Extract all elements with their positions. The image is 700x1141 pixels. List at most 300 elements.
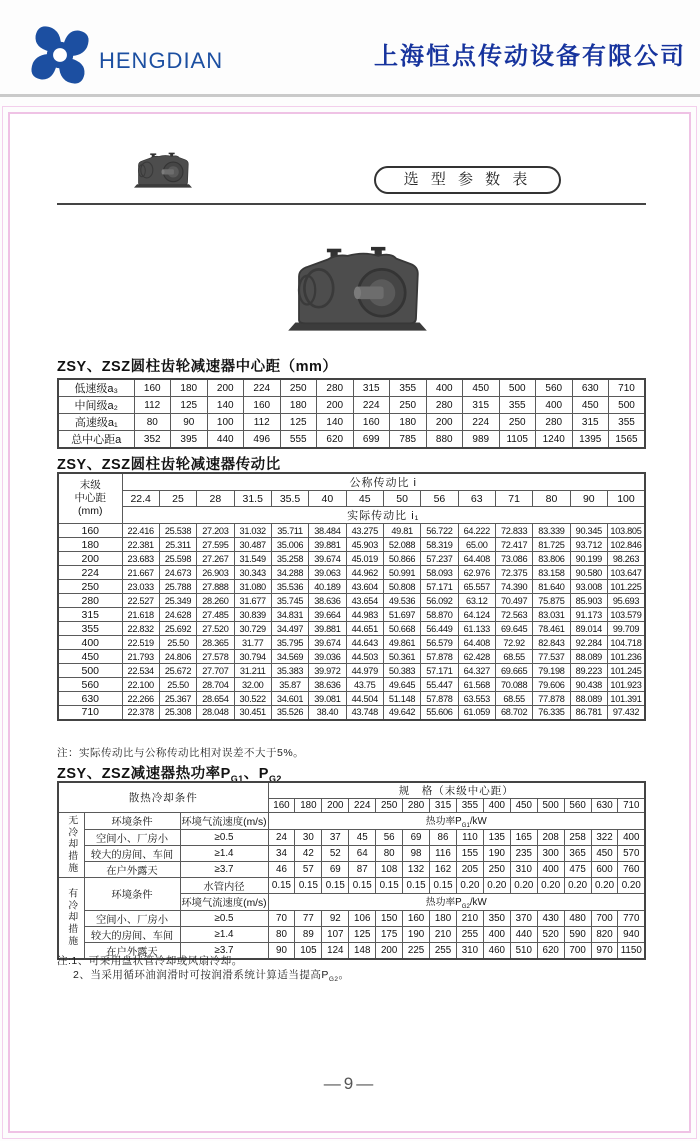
value-cell: 25.538	[159, 524, 196, 538]
value-cell: 68.702	[495, 706, 532, 720]
value-cell: 475	[564, 861, 591, 877]
value-cell: 43.748	[346, 706, 383, 720]
value-cell: 140	[317, 414, 354, 431]
table-row	[58, 552, 645, 566]
table-row	[58, 910, 645, 926]
value-cell: 39.972	[309, 664, 346, 678]
value-cell: 39.664	[309, 608, 346, 622]
hengdian-logo-icon	[26, 22, 94, 88]
value-cell: 31.080	[234, 580, 271, 594]
value-cell: 45	[346, 491, 383, 507]
value-cell: 50.383	[383, 664, 420, 678]
value-cell: 400	[483, 799, 510, 813]
value-cell: 200	[376, 942, 403, 959]
value-cell: 93.008	[570, 580, 607, 594]
value-cell: 315	[430, 799, 457, 813]
table-row	[58, 706, 645, 720]
value-cell: 180	[295, 799, 322, 813]
row-label: 280	[58, 594, 122, 608]
value-cell: 52.088	[383, 538, 420, 552]
value-cell: 22.266	[122, 692, 159, 706]
value-cell: 35.745	[271, 594, 308, 608]
value-cell: 560	[564, 799, 591, 813]
value-cell: 150	[376, 910, 403, 926]
cooling-conditions-header: 散热冷却条件	[58, 782, 268, 813]
table2-title: ZSY、ZSZ圆柱齿轮减速器传动比	[57, 457, 281, 473]
reducer-photo-small	[131, 150, 195, 196]
table-row	[58, 845, 645, 861]
row-label: 180	[58, 538, 122, 552]
row-label: 400	[58, 636, 122, 650]
table-row	[58, 650, 645, 664]
value-cell: 65.557	[458, 580, 495, 594]
value-cell: 68.55	[495, 650, 532, 664]
value-cell: 112	[244, 414, 281, 431]
value-cell: 62.428	[458, 650, 495, 664]
value-cell: 160	[353, 414, 390, 431]
value-cell: 88.089	[570, 650, 607, 664]
value-cell: 64.124	[458, 608, 495, 622]
power-text: 热功率P	[425, 896, 462, 908]
value-cell: 51.697	[383, 608, 420, 622]
value-cell: 56.092	[421, 594, 458, 608]
spec-header: 规 格（末级中心距）	[268, 782, 645, 799]
value-cell: 46	[268, 861, 295, 877]
value-cell: 200	[317, 397, 354, 414]
value-cell: 1150	[618, 942, 645, 959]
value-cell: 65.00	[458, 538, 495, 552]
value-cell: 785	[390, 431, 427, 449]
value-cell: 24.806	[159, 650, 196, 664]
value-cell: 88.089	[570, 692, 607, 706]
nominal-ratio-header: 公称传动比 i	[122, 473, 645, 491]
value-cell: 89.223	[570, 664, 607, 678]
value-cell: 69	[322, 861, 349, 877]
speed-cell: ≥0.5	[180, 829, 268, 845]
value-cell: 124	[322, 942, 349, 959]
row-label: 在户外露天	[84, 942, 180, 959]
value-cell: 45	[349, 829, 376, 845]
value-cell: 37	[322, 829, 349, 845]
value-cell: 22.832	[122, 622, 159, 636]
airflow-label: 环境气流速度(m/s)	[180, 813, 268, 830]
value-cell: 34.288	[271, 566, 308, 580]
value-cell: 72.92	[495, 636, 532, 650]
value-cell: 165	[510, 829, 537, 845]
row-label: 中间级a₂	[58, 397, 134, 414]
value-cell: 0.20	[510, 877, 537, 893]
value-cell: 86	[430, 829, 457, 845]
table2-note: 注：实际传动比与公称传动比相对误差不大于5%。	[57, 747, 305, 759]
value-cell: 77	[295, 910, 322, 926]
value-cell: 49.645	[383, 678, 420, 692]
row-label: 较大的房间、车间	[84, 845, 180, 861]
speed-cell: ≥1.4	[180, 926, 268, 942]
value-cell: 81.640	[533, 580, 570, 594]
value-cell: 44.962	[346, 566, 383, 580]
value-cell: 32.00	[234, 678, 271, 692]
value-cell: 57.878	[421, 650, 458, 664]
row-label: 总中心距a	[58, 431, 134, 449]
value-cell: 28.365	[197, 636, 234, 650]
power-sub: G1	[461, 822, 470, 829]
value-cell: 630	[572, 379, 609, 397]
value-cell: 30.522	[234, 692, 271, 706]
pipe-label: 水管内径	[180, 877, 268, 893]
value-cell: 440	[510, 926, 537, 942]
value-cell: 224	[353, 397, 390, 414]
row-label: 250	[58, 580, 122, 594]
value-cell: 190	[403, 926, 430, 942]
value-cell: 25	[159, 491, 196, 507]
value-cell: 64.327	[458, 664, 495, 678]
speed-cell: ≥0.5	[180, 910, 268, 926]
value-cell: 315	[353, 379, 390, 397]
value-cell: 0.20	[591, 877, 618, 893]
value-cell: 208	[537, 829, 564, 845]
row-label: 224	[58, 566, 122, 580]
value-cell: 770	[618, 910, 645, 926]
value-cell: 62.976	[458, 566, 495, 580]
table-row	[58, 636, 645, 650]
value-cell: 25.311	[159, 538, 196, 552]
value-cell: 68.55	[495, 692, 532, 706]
speed-cell: ≥3.7	[180, 942, 268, 959]
value-cell: 699	[353, 431, 390, 449]
actual-ratio-header: 实际传动比 i₁	[122, 507, 645, 524]
value-cell: 39.063	[309, 566, 346, 580]
value-cell: 56.579	[421, 636, 458, 650]
value-cell: 25.50	[159, 678, 196, 692]
value-cell: 35.5	[271, 491, 308, 507]
value-cell: 91.173	[570, 608, 607, 622]
value-cell: 50	[383, 491, 420, 507]
selection-table-badge: 选 型 参 数 表	[374, 166, 561, 194]
value-cell: 38.484	[309, 524, 346, 538]
value-cell: 510	[510, 942, 537, 959]
value-cell: 22.378	[122, 706, 159, 720]
value-cell: 77.537	[533, 650, 570, 664]
value-cell: 0.20	[537, 877, 564, 893]
value-cell: 112	[134, 397, 171, 414]
row-label: 高速级a₁	[58, 414, 134, 431]
value-cell: 76.335	[533, 706, 570, 720]
value-cell: 61.568	[458, 678, 495, 692]
value-cell: 100	[207, 414, 244, 431]
value-cell: 83.158	[533, 566, 570, 580]
value-cell: 496	[244, 431, 281, 449]
value-cell: 49.536	[383, 594, 420, 608]
value-cell: 480	[564, 910, 591, 926]
table-row	[58, 397, 645, 414]
value-cell: 710	[618, 799, 645, 813]
value-cell: 30.451	[234, 706, 271, 720]
value-cell: 64.408	[458, 636, 495, 650]
table-row	[58, 829, 645, 845]
value-cell: 224	[349, 799, 376, 813]
value-cell: 61.059	[458, 706, 495, 720]
value-cell: 27.888	[197, 580, 234, 594]
value-cell: 225	[403, 942, 430, 959]
power-g1-header	[268, 813, 645, 830]
row-label: 200	[58, 552, 122, 566]
value-cell: 64.408	[458, 552, 495, 566]
value-cell: 30.343	[234, 566, 271, 580]
value-cell: 31.549	[234, 552, 271, 566]
value-cell: 34.601	[271, 692, 308, 706]
ratio-columns-row	[58, 491, 645, 507]
value-cell: 0.20	[456, 877, 483, 893]
value-cell: 99.709	[607, 622, 645, 636]
value-cell: 63.12	[458, 594, 495, 608]
row-label: 450	[58, 650, 122, 664]
value-cell: 69.645	[495, 622, 532, 636]
table-row	[58, 580, 645, 594]
value-cell: 22.519	[122, 636, 159, 650]
transmission-ratio-table	[57, 472, 646, 721]
value-cell: 28.654	[197, 692, 234, 706]
value-cell: 300	[537, 845, 564, 861]
value-cell: 52	[322, 845, 349, 861]
value-cell: 820	[591, 926, 618, 942]
table-row	[58, 692, 645, 706]
value-cell: 355	[609, 414, 646, 431]
title-sub: G1	[230, 773, 244, 784]
table-row	[58, 813, 645, 830]
value-cell: 600	[591, 861, 618, 877]
value-cell: 590	[564, 926, 591, 942]
thermal-power-table	[57, 781, 646, 960]
corner-cell	[58, 473, 122, 524]
value-cell: 940	[618, 926, 645, 942]
value-cell: 70.497	[495, 594, 532, 608]
value-cell: 50.991	[383, 566, 420, 580]
value-cell: 23.683	[122, 552, 159, 566]
page-number: —9—	[323, 1074, 377, 1093]
value-cell: 35.711	[271, 524, 308, 538]
value-cell: 200	[207, 379, 244, 397]
value-cell: 79.606	[533, 678, 570, 692]
value-cell: 49.642	[383, 706, 420, 720]
value-cell: 30.487	[234, 538, 271, 552]
value-cell: 90	[171, 414, 208, 431]
value-cell: 250	[483, 861, 510, 877]
power-text: /kW	[469, 816, 487, 827]
value-cell: 34	[268, 845, 295, 861]
value-cell: 57.878	[421, 692, 458, 706]
value-cell: 63.553	[458, 692, 495, 706]
value-cell: 430	[537, 910, 564, 926]
value-cell: 400	[426, 379, 463, 397]
value-cell: 77.878	[533, 692, 570, 706]
value-cell: 0.15	[376, 877, 403, 893]
value-cell: 72.375	[495, 566, 532, 580]
value-cell: 72.833	[495, 524, 532, 538]
value-cell: 86.781	[570, 706, 607, 720]
value-cell: 28.048	[197, 706, 234, 720]
value-cell: 25.50	[159, 636, 196, 650]
value-cell: 57.171	[421, 664, 458, 678]
value-cell: 27.707	[197, 664, 234, 678]
value-cell: 210	[430, 926, 457, 942]
value-cell: 56	[421, 491, 458, 507]
value-cell: 116	[430, 845, 457, 861]
power-g2-header	[268, 893, 645, 910]
corner-line: 末级	[79, 478, 101, 491]
value-cell: 630	[591, 799, 618, 813]
value-cell: 255	[430, 942, 457, 959]
value-cell: 39.081	[309, 692, 346, 706]
title-text: ZSY、ZSZ减速器热功率P	[57, 766, 231, 782]
value-cell: 70	[268, 910, 295, 926]
value-cell: 25.788	[159, 580, 196, 594]
value-cell: 38.636	[309, 678, 346, 692]
value-cell: 42	[295, 845, 322, 861]
table-header-row	[58, 473, 645, 491]
note-text: 。	[338, 969, 350, 981]
value-cell: 44.504	[346, 692, 383, 706]
row-label: 500	[58, 664, 122, 678]
value-cell: 63	[458, 491, 495, 507]
value-cell: 64	[349, 845, 376, 861]
value-cell: 31.77	[234, 636, 271, 650]
value-cell: 700	[591, 910, 618, 926]
value-cell: 155	[456, 845, 483, 861]
value-cell: 235	[510, 845, 537, 861]
value-cell: 39.036	[309, 650, 346, 664]
value-cell: 50.808	[383, 580, 420, 594]
value-cell: 180	[171, 379, 208, 397]
value-cell: 61.133	[458, 622, 495, 636]
value-cell: 1240	[536, 431, 573, 449]
value-cell: 440	[207, 431, 244, 449]
table-row	[58, 926, 645, 942]
note-sub: G2	[328, 976, 339, 984]
value-cell: 365	[564, 845, 591, 861]
value-cell: 55.447	[421, 678, 458, 692]
cooling-group-label: 有冷却措施	[58, 877, 84, 958]
value-cell: 22.100	[122, 678, 159, 692]
value-cell: 34.831	[271, 608, 308, 622]
value-cell: 100	[607, 491, 645, 507]
value-cell: 110	[456, 829, 483, 845]
value-cell: 450	[510, 799, 537, 813]
value-cell: 103.805	[607, 524, 645, 538]
value-cell: 255	[456, 926, 483, 942]
value-cell: 39.674	[309, 552, 346, 566]
value-cell: 92.284	[570, 636, 607, 650]
value-cell: 125	[280, 414, 317, 431]
value-cell: 83.339	[533, 524, 570, 538]
value-cell: 28	[197, 491, 234, 507]
value-cell: 224	[244, 379, 281, 397]
value-cell: 710	[609, 379, 646, 397]
value-cell: 26.903	[197, 566, 234, 580]
value-cell: 55.606	[421, 706, 458, 720]
value-cell: 98	[403, 845, 430, 861]
value-cell: 160	[244, 397, 281, 414]
value-cell: 190	[483, 845, 510, 861]
value-cell: 258	[564, 829, 591, 845]
value-cell: 25.672	[159, 664, 196, 678]
value-cell: 210	[456, 910, 483, 926]
table-header-row	[58, 782, 645, 799]
table3-note-2	[73, 967, 350, 983]
value-cell: 98.263	[607, 552, 645, 566]
value-cell: 989	[463, 431, 500, 449]
value-cell: 355	[456, 799, 483, 813]
value-cell: 35.258	[271, 552, 308, 566]
value-cell: 0.15	[268, 877, 295, 893]
value-cell: 250	[280, 379, 317, 397]
value-cell: 82.843	[533, 636, 570, 650]
table3-note-1: 注:1、可采用盘状管冷却或风扇冷却。	[57, 955, 243, 967]
value-cell: 22.416	[122, 524, 159, 538]
value-cell: 0.20	[564, 877, 591, 893]
value-cell: 25.598	[159, 552, 196, 566]
value-cell: 180	[390, 414, 427, 431]
speed-cell: ≥1.4	[180, 845, 268, 861]
value-cell: 310	[510, 861, 537, 877]
value-cell: 880	[426, 431, 463, 449]
value-cell: 22.4	[122, 491, 159, 507]
value-cell: 40	[309, 491, 346, 507]
value-cell: 21.618	[122, 608, 159, 622]
value-cell: 70.088	[495, 678, 532, 692]
value-cell: 35.526	[271, 706, 308, 720]
table-row	[58, 431, 645, 449]
value-cell: 31.211	[234, 664, 271, 678]
table-row	[58, 622, 645, 636]
value-cell: 35.795	[271, 636, 308, 650]
value-cell: 83.806	[533, 552, 570, 566]
value-cell: 555	[280, 431, 317, 449]
table-row	[58, 538, 645, 552]
value-cell: 106	[349, 910, 376, 926]
value-cell: 44.979	[346, 664, 383, 678]
value-cell: 520	[537, 926, 564, 942]
value-cell: 43.604	[346, 580, 383, 594]
value-cell: 315	[572, 414, 609, 431]
value-cell: 31.677	[234, 594, 271, 608]
value-cell: 350	[483, 910, 510, 926]
value-cell: 450	[572, 397, 609, 414]
value-cell: 105	[295, 942, 322, 959]
value-cell: 0.15	[403, 877, 430, 893]
value-cell: 224	[463, 414, 500, 431]
value-cell: 355	[499, 397, 536, 414]
value-cell: 51.148	[383, 692, 420, 706]
value-cell: 34.569	[271, 650, 308, 664]
value-cell: 140	[207, 397, 244, 414]
banner-underline	[57, 203, 646, 205]
title-sub: G2	[268, 773, 282, 784]
env-label: 环境条件	[84, 877, 180, 910]
value-cell: 44.643	[346, 636, 383, 650]
table-row	[58, 524, 645, 538]
value-cell: 73.086	[495, 552, 532, 566]
row-label: 较大的房间、车间	[84, 926, 180, 942]
value-cell: 78.461	[533, 622, 570, 636]
value-cell: 400	[536, 397, 573, 414]
value-cell: 125	[171, 397, 208, 414]
value-cell: 103.647	[607, 566, 645, 580]
value-cell: 90.199	[570, 552, 607, 566]
value-cell: 57.171	[421, 580, 458, 594]
value-cell: 45.903	[346, 538, 383, 552]
value-cell: 89.014	[570, 622, 607, 636]
value-cell: 160	[134, 379, 171, 397]
